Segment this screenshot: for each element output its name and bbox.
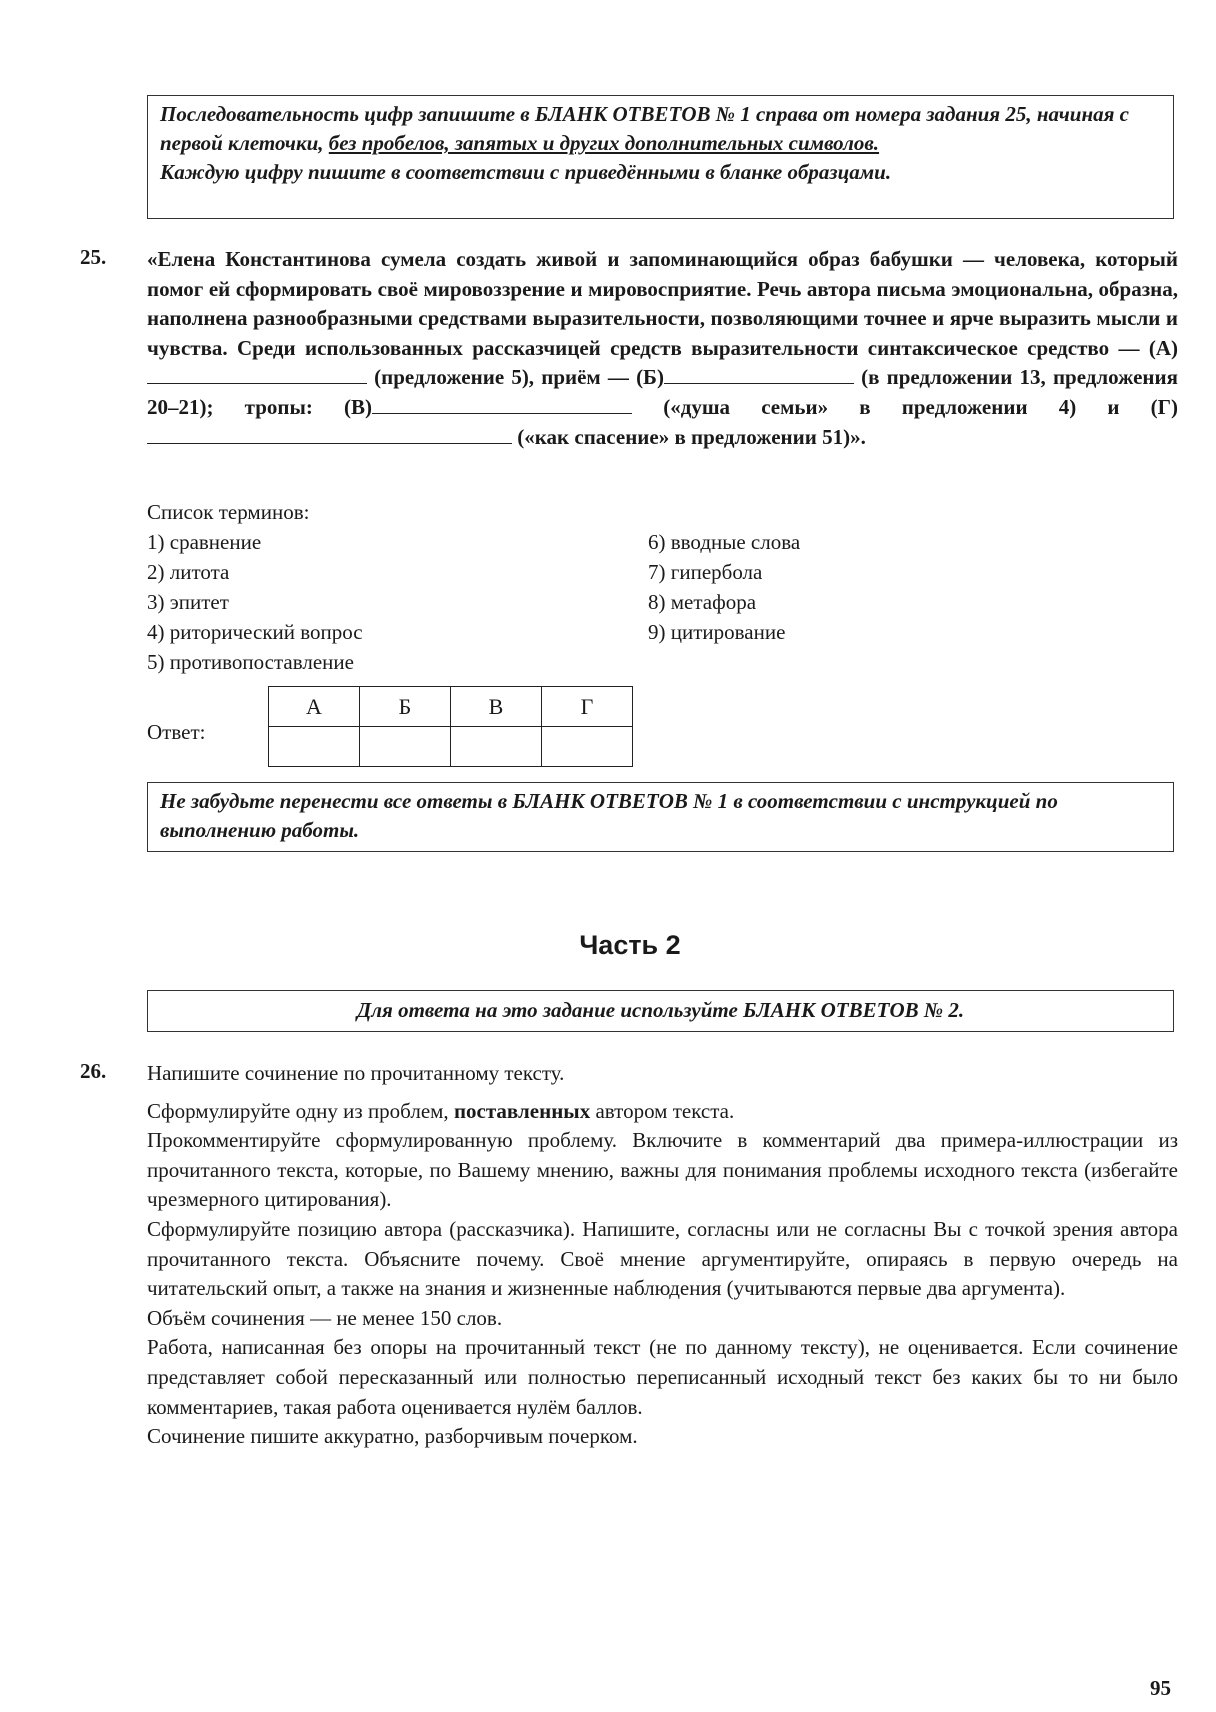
task26-paragraph: Прокомментируйте сформулированную проблему. Включите в комментарий два примера-иллюстрации из прочитанного текста, которые, по Вашему мнению, важны для понимания проблемы исходного текста (избегайте чрезмерного цитирования). — [147, 1128, 1178, 1212]
answer-cell-b[interactable] — [360, 727, 451, 767]
task26-paragraph: Сформулируйте позицию автора (рассказчика). Напишите, согласны или не согласны Вы с точкой зрения автора прочитанного текста. Объясните почему. Своё мнение аргументируйте, опираясь в первую очередь на читательский опыт, а также на знания и жизненные наблюдения (учитываются первые два аргумента). — [147, 1216, 1178, 1301]
task26-paragraph: Работа, написанная без опоры на прочитанный текст (не по данному тексту), не оценивается. Если сочинение представляет собой пересказанный или полностью переписанный исходный текст без каких бы то ни было комментариев, такая работа оценивается нулём баллов. — [147, 1335, 1178, 1419]
blank-b[interactable] — [664, 365, 854, 384]
terms-list-left — [147, 497, 363, 677]
task-number: 26. — [80, 1059, 107, 1083]
reminder-text: Не забудьте перенести все ответы в БЛАНК ОТВЕТОВ № 1 в соответствии с инструкцией по выполнению работы. — [160, 789, 1058, 842]
term-item: 2) литота — [147, 560, 230, 584]
instruction-underlined: без пробелов, запятых и других дополнительных символов. — [328, 131, 880, 155]
term-item: 9) цитирование — [648, 620, 786, 644]
text-after-a: (предложение 5), приём — — [367, 365, 637, 390]
blank-v[interactable] — [372, 395, 632, 414]
text: автором текста. — [590, 1098, 735, 1123]
term-item: 8) метафора — [648, 590, 757, 614]
reminder-box — [147, 782, 1174, 852]
page-number: 95 — [1150, 1676, 1171, 1700]
term-item: 1) сравнение — [147, 530, 262, 554]
answer-header-v: В — [451, 687, 542, 727]
answer-cell-g[interactable] — [542, 727, 633, 767]
answer-cell-a[interactable] — [269, 727, 360, 767]
answer-cell-v[interactable] — [451, 727, 542, 767]
instruction-text-2: Каждую цифру пишите в соответствии с приведёнными в бланке образцами. — [160, 160, 892, 184]
text-after-b: (в предложении 13, предложения 20–21); тропы: — [147, 365, 1178, 419]
term-item: 6) вводные слова — [648, 530, 801, 554]
term-item: 4) риторический вопрос — [147, 620, 363, 644]
part2-instruction-text: Для ответа на это задание используйте БЛАНК ОТВЕТОВ № 2. — [356, 998, 965, 1022]
text: Сформулируйте одну из проблем, — [147, 1098, 454, 1123]
text-after-v: («душа семьи» в предложении 4) — [632, 394, 1108, 419]
term-item: 7) гипербола — [648, 560, 763, 584]
term-item: 3) эпитет — [147, 590, 229, 614]
label-g: и (Г) — [1107, 394, 1178, 419]
instruction-box — [147, 95, 1174, 219]
answer-table — [268, 686, 633, 767]
task26-paragraph: Объём сочинения — не менее 150 слов. — [147, 1305, 503, 1330]
label-b: (Б) — [636, 365, 664, 390]
label-a: (А) — [1148, 335, 1179, 360]
task26-paragraph: Напишите сочинение по прочитанному тексту. — [147, 1061, 565, 1085]
answer-header-a: А — [269, 687, 360, 727]
bold-text: поставленных — [453, 1098, 591, 1123]
answer-label: Ответ: — [147, 720, 206, 744]
answer-header-b: Б — [360, 687, 451, 727]
task-number: 25. — [80, 245, 107, 269]
part-heading: Часть 2 — [579, 930, 681, 960]
task25-text — [147, 245, 1178, 452]
terms-list-right — [648, 527, 800, 647]
task26-text — [147, 1059, 1178, 1452]
label-v: (В) — [344, 394, 373, 419]
term-item: 5) противопоставление — [147, 650, 354, 674]
part2-instruction-box — [147, 990, 1174, 1032]
terms-title: Список терминов: — [147, 500, 310, 524]
text-after-g: («как спасение» в предложении 51)». — [512, 424, 866, 449]
instruction-text: Последовательность цифр запишите в БЛАНК ОТВЕТОВ № 1 справа от номера задания 25, начиная с первой клеточки, — [160, 102, 1129, 155]
blank-a[interactable] — [147, 365, 367, 384]
task26-paragraph — [147, 1097, 1178, 1127]
task25-intro: «Елена Константинова сумела создать живой и запоминающийся образ бабушки — человека, который помог ей сформировать своё мировоззрение и мировосприятие. Речь автора письма эмоциональна, образна, наполнена разнообразными средствами выразительности, позволяющими точнее и ярче выразить мысли и чувства. Среди использованных рассказчицей средств выразительности синтаксическое средство — — [147, 247, 1178, 360]
task26-paragraph: Сочинение пишите аккуратно, разборчивым почерком. — [147, 1424, 638, 1449]
answer-header-g: Г — [542, 687, 633, 727]
blank-g[interactable] — [147, 425, 512, 444]
